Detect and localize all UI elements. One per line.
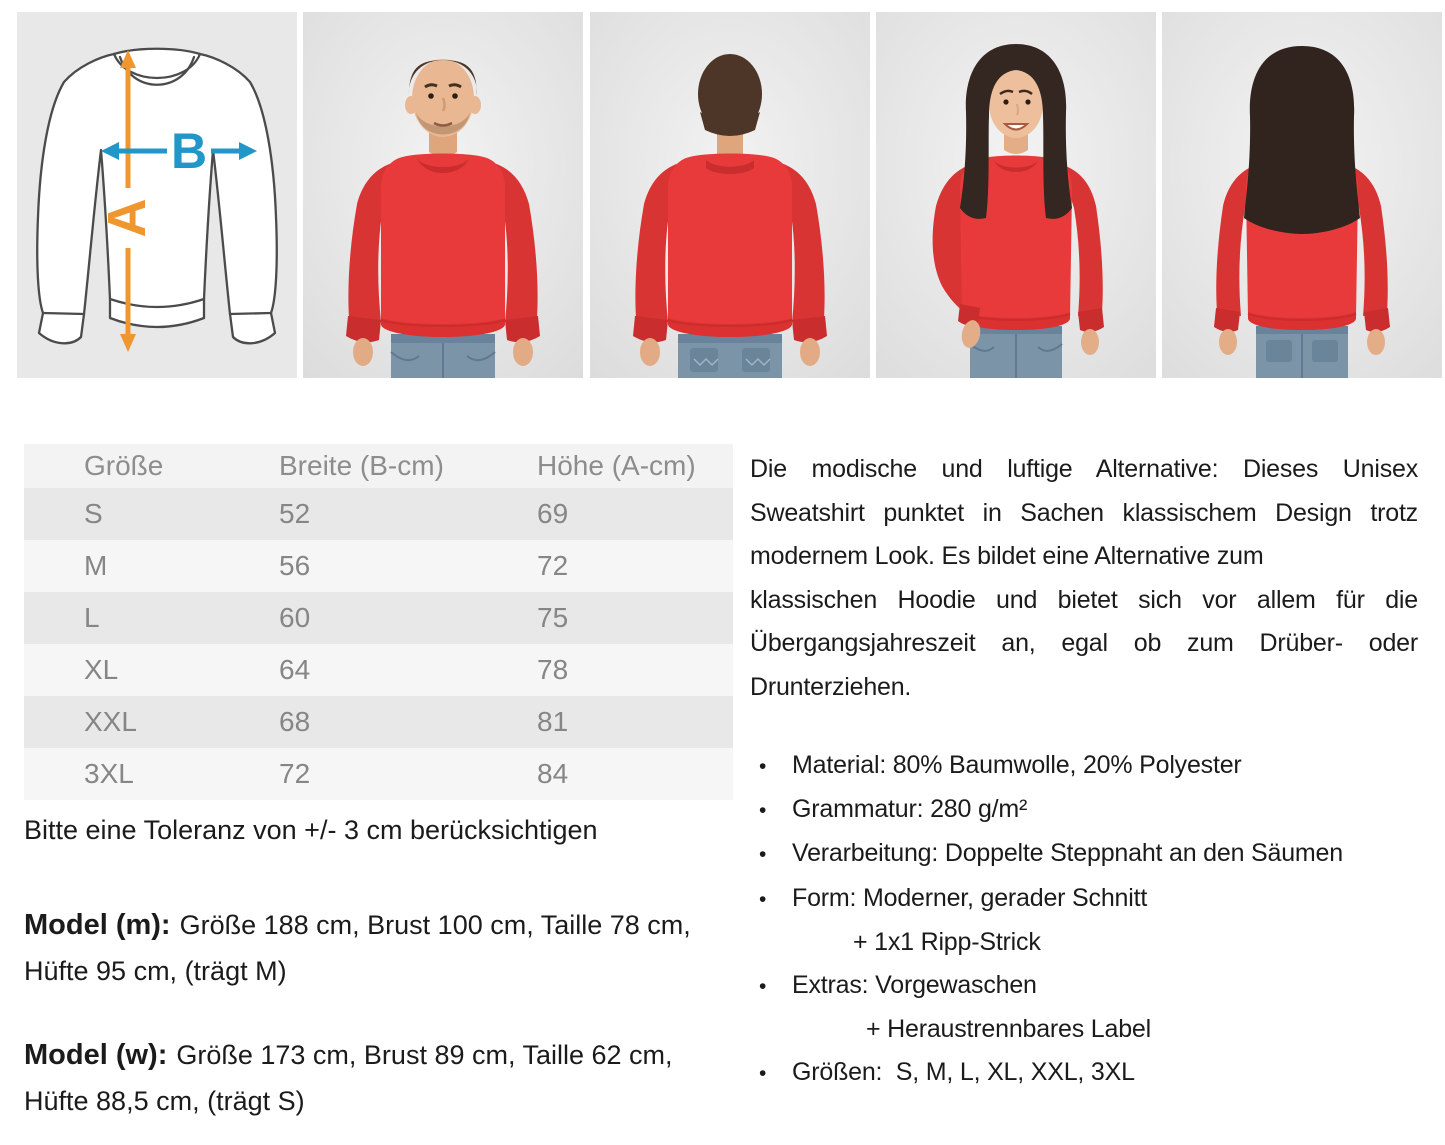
size-diagram-illustration [17,12,297,378]
bullet-icon: • [759,799,767,823]
photo-woman-front [876,12,1156,378]
jeans [1256,326,1348,378]
width-cell: 64 [279,654,311,685]
size-row-s [24,488,733,540]
size-table-header-row [24,444,733,488]
feature-item-material: • Material: 80% Baumwolle, 20% Polyester [750,744,1445,788]
width-label: B [170,123,208,179]
model-w-label: Model (w): [24,1039,168,1071]
model-m-line1 [24,902,730,948]
sweatshirt-outline [37,49,277,344]
size-cell: XL [84,654,119,685]
hair-back [1244,46,1360,234]
photo-woman-back [1162,12,1442,378]
height-cell: 78 [537,654,569,685]
width-cell: 60 [279,602,311,633]
height-cell: 84 [537,758,569,789]
feature-item-groessen: • Größen: S, M, L, XL, XXL, 3XL [750,1051,1445,1095]
feature-item-form: • Form: Moderner, gerader Schnitt [750,877,1445,921]
size-row-3xl [24,748,733,800]
col-header-height: Höhe (A-cm) [537,450,696,481]
woman-front-illustration [876,12,1156,378]
size-cell: XXL [84,706,137,737]
height-cell: 75 [537,602,569,633]
woman-back-illustration [1162,12,1442,378]
size-table [24,444,733,800]
model-m-line2: Hüfte 95 cm, (trägt M) [24,956,287,986]
photo-man-back [590,12,870,378]
width-cell: 72 [279,758,311,789]
man-back-illustration [590,12,870,378]
description-line: klassischen Hoodie und bietet sich vor allem für die [750,585,1418,614]
bullet-icon: • [759,975,767,999]
width-cell: 68 [279,706,311,737]
height-cell: 72 [537,550,569,581]
bullet-icon: • [759,843,767,867]
width-cell: 56 [279,550,311,581]
model-w-details: Größe 173 cm, Brust 89 cm, Taille 62 cm, [176,1040,673,1070]
model-w-line1 [24,1032,730,1078]
right-cuff-line [230,313,271,314]
sweatshirt [633,154,827,367]
size-cell: 3XL [84,758,134,789]
hair-back [698,54,762,136]
product-gallery [17,12,1442,378]
size-cell: M [84,550,108,581]
size-row-l [24,592,733,644]
product-description [750,448,1418,710]
left-cuff-line [43,313,84,314]
feature-item-grammatur: • Grammatur: 280 g/m² [750,788,1445,832]
feature-item-extras-continuation: + Heraustrennbares Label [866,1015,1151,1044]
description-line: Drunterziehen. [750,672,912,701]
height-cell: 69 [537,498,569,529]
description-line: modernem Look. Es bildet eine Alternative zum [750,542,1264,571]
height-cell: 81 [537,706,569,737]
feature-item-verarbeitung: • Verarbeitung: Doppelte Steppnaht an den Säumen [750,832,1445,876]
photo-man-front [303,12,583,378]
model-m-details: Größe 188 cm, Brust 100 cm, Taille 78 cm, [179,910,691,940]
model-w-info [24,1032,730,1124]
size-diagram-tile [17,12,297,378]
col-header-width: Breite (B-cm) [279,450,444,481]
bullet-icon: • [759,887,767,911]
jeans [391,334,495,378]
size-row-xxl [24,696,733,748]
feature-list [750,744,1445,1096]
size-cell: S [84,498,103,529]
height-label: A [97,198,157,238]
size-row-xl [24,644,733,696]
size-row-m [24,540,733,592]
tolerance-note: Bitte eine Toleranz von +/- 3 cm berücksichtigen [24,815,598,845]
model-m-label: Model (m): [24,909,171,941]
size-cell: L [84,602,100,633]
feature-item-form-continuation: + 1x1 Ripp-Strick [853,927,1041,956]
feature-item-extras: • Extras: Vorgewaschen [750,964,1445,1008]
man-front-illustration [303,12,583,378]
description-line: Die modische und luftige Alternative: Dieses Unisex [750,455,1418,483]
model-w-line2: Hüfte 88,5 cm, (trägt S) [24,1086,305,1116]
width-cell: 52 [279,498,311,529]
jeans [678,334,782,378]
description-line: Übergangsjahreszeit an, egal ob zum Drüber- oder [750,629,1418,658]
col-header-size: Größe [84,450,164,481]
model-m-info [24,902,730,994]
description-line: Sweatshirt punktet in Sachen klassischem Design trotz [750,498,1418,527]
jeans [970,326,1062,378]
bullet-icon: • [759,1062,767,1086]
bullet-icon: • [759,755,767,778]
